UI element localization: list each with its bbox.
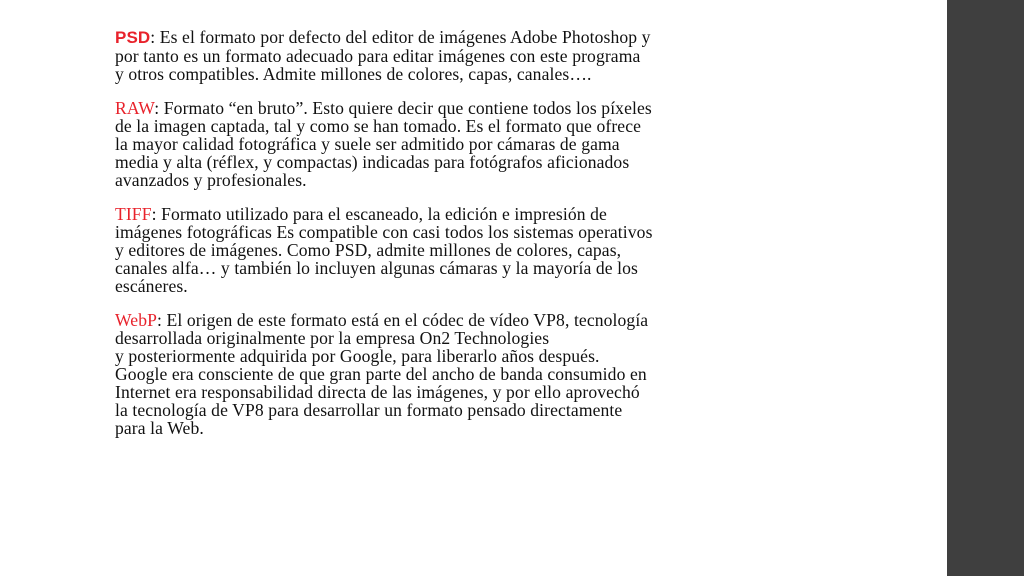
paragraph-tiff: [115, 205, 827, 295]
line-text: : Es el formato por defecto del editor de imágenes Adobe Photoshop y: [150, 27, 651, 47]
paragraph-line: canales alfa… y también lo incluyen algunas cámaras y la mayoría de los: [115, 258, 638, 278]
line-text: : Formato “en bruto”. Esto quiere decir que contiene todos los píxeles: [154, 98, 652, 118]
line-text: : Formato utilizado para el escaneado, la edición e impresión de: [151, 204, 607, 224]
paragraph-line: [115, 205, 827, 223]
paragraph-line: la mayor calidad fotográfica y suele ser admitido por cámaras de gama: [115, 134, 620, 154]
paragraph-line: [115, 311, 827, 329]
paragraph-line: y posteriormente adquirida por Google, para liberarlo años después.: [115, 346, 600, 366]
paragraph-raw: [115, 99, 827, 189]
paragraph-line: y editores de imágenes. Como PSD, admite millones de colores, capas,: [115, 240, 622, 260]
term-raw: RAW: [115, 98, 155, 118]
term-psd: PSD: [115, 28, 151, 47]
paragraph-line: de la imagen captada, tal y como se han tomado. Es el formato que ofrece: [115, 116, 642, 136]
paragraph-line: [115, 99, 827, 117]
paragraph-line: media y alta (réflex, y compactas) indicadas para fotógrafos aficionados: [115, 152, 630, 172]
paragraph-line: desarrollada originalmente por la empresa On2 Technologies: [115, 328, 550, 348]
paragraph-line: Internet era responsabilidad directa de las imágenes, y por ello aprovechó: [115, 382, 640, 402]
paragraph-webp: [115, 311, 827, 437]
term-tiff: TIFF: [115, 204, 152, 224]
paragraph-line: Google era consciente de que gran parte del ancho de banda consumido en: [115, 364, 647, 384]
paragraph-line: imágenes fotográficas Es compatible con casi todos los sistemas operativos: [115, 222, 653, 242]
paragraph-line: escáneres.: [115, 276, 188, 296]
line-text: : El origen de este formato está en el códec de vídeo VP8, tecnología: [157, 310, 649, 330]
paragraph-line: por tanto es un formato adecuado para editar imágenes con este programa: [115, 46, 641, 66]
paragraph-line: avanzados y profesionales.: [115, 170, 307, 190]
paragraph-psd: [115, 28, 827, 83]
paragraph-line: y otros compatibles. Admite millones de colores, capas, canales….: [115, 64, 592, 84]
paragraph-line: la tecnología de VP8 para desarrollar un formato pensado directamente: [115, 400, 623, 420]
slide-body: [115, 28, 827, 453]
paragraph-line: [115, 28, 827, 47]
paragraph-line: para la Web.: [115, 418, 204, 438]
term-webp: WebP: [115, 310, 157, 330]
side-accent-bar: [947, 0, 1024, 576]
